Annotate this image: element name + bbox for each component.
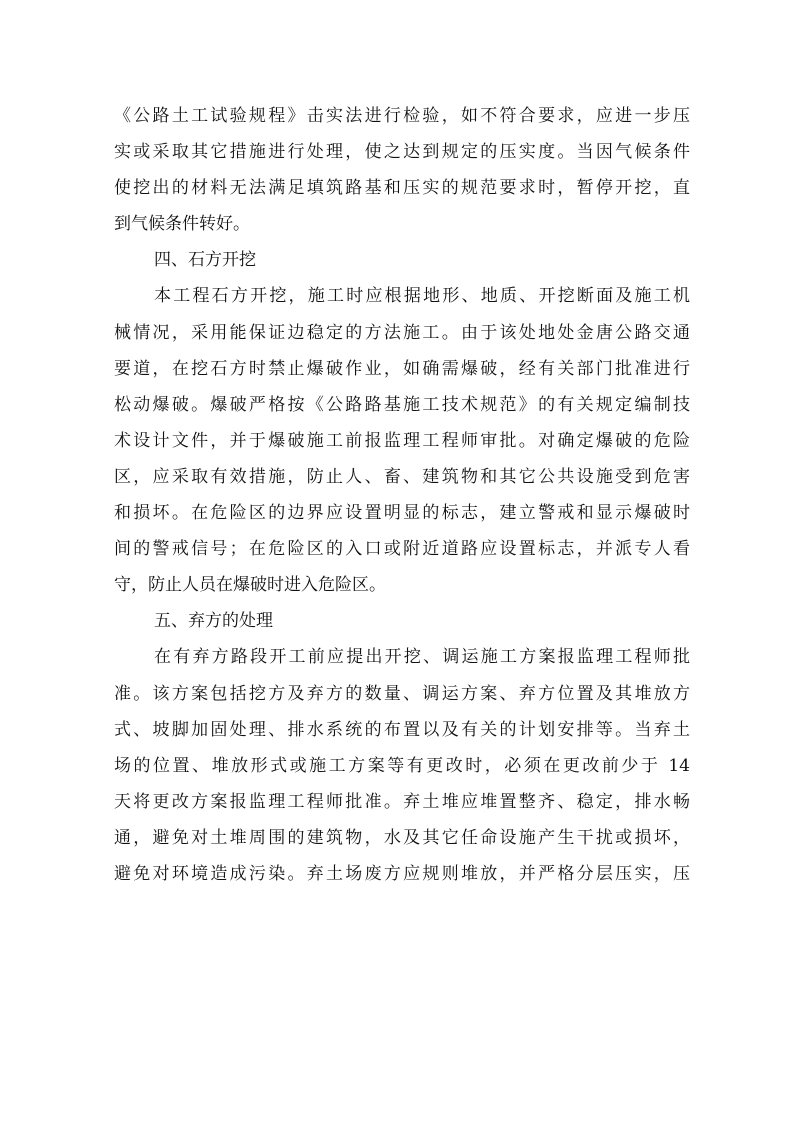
text-line: 要道，在挖石方时禁止爆破作业，如确需爆破，经有关部门批准进行 xyxy=(114,358,690,379)
paragraph-spoil-disposal xyxy=(114,639,690,892)
text-line: 械情况，采用能保证边稳定的方法施工。由于该处地处金唐公路交通 xyxy=(114,322,690,343)
text-line: 到气候条件转好。 xyxy=(114,214,250,235)
text-line: 式、坡脚加固处理、排水系统的布置以及有关的计划安排等。当弃土 xyxy=(114,719,690,740)
paragraph-rock-excavation xyxy=(114,278,690,603)
section-heading-rock-excavation: 四、石方开挖 xyxy=(154,250,256,271)
text-line: 实或采取其它措施进行处理，使之达到规定的压实度。当因气候条件 xyxy=(114,142,690,163)
text-line: 准。该方案包括挖方及弃方的数量、调运方案、弃方位置及其堆放方 xyxy=(114,683,690,704)
text-line: 守，防止人员在爆破时进入危险区。 xyxy=(114,575,386,596)
text-line: 术设计文件，并于爆破施工前报监理工程师审批。对确定爆破的危险 xyxy=(114,430,690,451)
text-line: 《公路土工试验规程》击实法进行检验，如不符合要求，应进一步压 xyxy=(114,106,690,126)
text-line: 松动爆破。爆破严格按《公路路基施工技术规范》的有关规定编制技 xyxy=(114,394,690,415)
text-line: 间的警戒信号；在危险区的入口或附近道路应设置标志，并派专人看 xyxy=(114,539,690,560)
text-line: 和损坏。在危险区的边界应设置明显的标志，建立警戒和显示爆破时 xyxy=(114,503,690,524)
text-line: 天将更改方案报监理工程师批准。弃土堆应堆置整齐、稳定，排水畅 xyxy=(114,791,690,812)
document-body xyxy=(114,98,690,892)
text-line: 在有弃方路段开工前应提出开挖、调运施工方案报监理工程师批 xyxy=(154,647,690,668)
text-line: 使挖出的材料无法满足填筑路基和压实的规范要求时，暂停开挖，直 xyxy=(114,178,690,199)
text-line: 避免对环境造成污染。弃土场废方应规则堆放，并严格分层压实，压 xyxy=(114,863,690,884)
text-line: 通，避免对土堆周围的建筑物，水及其它任命设施产生干扰或损坏， xyxy=(114,827,690,848)
section-heading-spoil-disposal: 五、弃方的处理 xyxy=(154,611,273,632)
text-line: 本工程石方开挖，施工时应根据地形、地质、开挖断面及施工机 xyxy=(154,286,690,307)
paragraph-compaction xyxy=(114,98,690,242)
text-line: 区，应采取有效措施，防止人、畜、建筑物和其它公共设施受到危害 xyxy=(114,466,690,487)
text-line: 场的位置、堆放形式或施工方案等有更改时，必须在更改前少于 14 xyxy=(114,755,690,776)
